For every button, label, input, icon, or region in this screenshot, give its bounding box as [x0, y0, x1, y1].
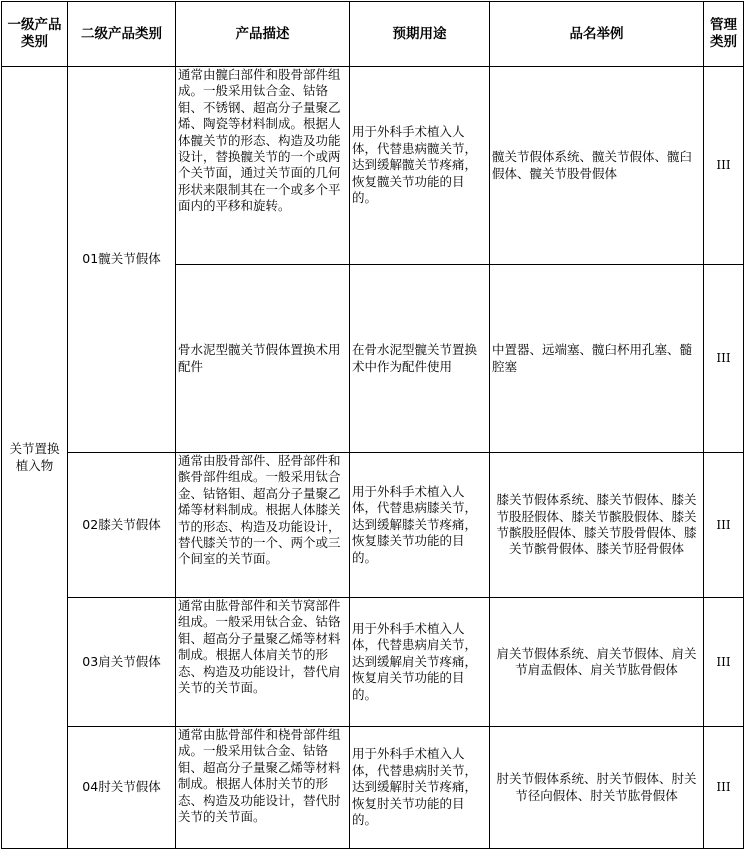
subcategory-cell: 02膝关节假体: [68, 453, 176, 598]
table-row: [2, 67, 744, 265]
classification-table: [1, 1, 744, 849]
category1-cell: 关节置换植入物: [2, 67, 68, 849]
mgmt-class-cell: III: [704, 453, 744, 598]
table-row: [2, 727, 744, 849]
description-cell: 骨水泥型髋关节假体置换术用配件: [176, 265, 350, 453]
mgmt-class-cell: III: [704, 727, 744, 849]
examples-cell: 膝关节假体系统、膝关节假体、膝关节股胫假体、膝关节髌股假体、膝关节髌股胫假体、膝关节股骨假体、膝关节髌骨假体、膝关节胫骨假体: [490, 453, 704, 598]
examples-cell: 肩关节假体系统、肩关节假体、肩关节肩盂假体、肩关节肱骨假体: [490, 598, 704, 727]
header-level1: 一级产品类别: [2, 2, 68, 67]
mgmt-class-cell: III: [704, 67, 744, 265]
intended-use-cell: 用于外科手术植入人体，代替患病膝关节，达到缓解膝关节疼痛，恢复膝关节功能的目的。: [350, 453, 490, 598]
description-cell: [176, 727, 350, 849]
intended-use-cell: 在骨水泥型髋关节置换术中作为配件使用: [350, 265, 490, 453]
description-text: 通常由髋臼部件和股骨部件组成。一般采用钛合金、钴铬钼、不锈钢、超高分子量聚乙烯、陶瓷等材料制成。根据人体髋关节的形态、构造及功能设计，替换髋关节的一个或两个关节面，通过关节面的几何形状来限制其在一个或多个平面内的平移和旋转。: [178, 67, 341, 214]
examples-cell: 髋关节假体系统、髋关节假体、髋臼假体、髋关节股骨假体: [490, 67, 704, 265]
mgmt-class-cell: III: [704, 598, 744, 727]
subcategory-cell: 03肩关节假体: [68, 598, 176, 727]
description-cell: [176, 598, 350, 727]
header-mgmt-class: 管理类别: [704, 2, 744, 67]
description-text: 通常由肱骨部件和关节窝部件组成。一般采用钛合金、钴铬钼、超高分子量聚乙烯等材料制成。根据人体肩关节的形态、构造及功能设计，替代肩关节的关节面。: [178, 598, 341, 696]
subcategory-cell: 01髋关节假体: [68, 67, 176, 453]
description-cell: [176, 67, 350, 265]
subcategory-cell: 04肘关节假体: [68, 727, 176, 849]
table-row: [2, 598, 744, 727]
header-level2: 二级产品类别: [68, 2, 176, 67]
intended-use-cell: 用于外科手术植入人体，代替患病髋关节，达到缓解髋关节疼痛，恢复髋关节功能的目的。: [350, 67, 490, 265]
mgmt-class-cell: III: [704, 265, 744, 453]
intended-use-cell: 用于外科手术植入人体，代替患病肘关节，达到缓解肘关节疼痛，恢复肘关节功能的目的。: [350, 727, 490, 849]
header-description: 产品描述: [176, 2, 350, 67]
header-examples: 品名举例: [490, 2, 704, 67]
header-intended-use: 预期用途: [350, 2, 490, 67]
examples-cell: 中置器、远端塞、髋臼杯用孔塞、髓腔塞: [490, 265, 704, 453]
header-row: [2, 2, 744, 67]
description-text: 通常由肱骨部件和桡骨部件组成。一般采用钛合金、钴铬钼、超高分子量聚乙烯等材料制成。根据人体肘关节的形态、构造及功能设计，替代肘关节的关节面。: [178, 727, 341, 825]
description-text: 通常由股骨部件、胫骨部件和髌骨部件组成。一般采用钛合金、钴铬钼、超高分子量聚乙烯等材料制成。根据人体膝关节的形态、构造及功能设计，替代膝关节的一个、两个或三个间室的关节面。: [178, 453, 341, 567]
examples-cell: 肘关节假体系统、肘关节假体、肘关节径向假体、肘关节肱骨假体: [490, 727, 704, 849]
description-cell: [176, 453, 350, 598]
intended-use-cell: 用于外科手术植入人体，代替患病肩关节，达到缓解肩关节疼痛，恢复肩关节功能的目的。: [350, 598, 490, 727]
table-row: [2, 453, 744, 598]
